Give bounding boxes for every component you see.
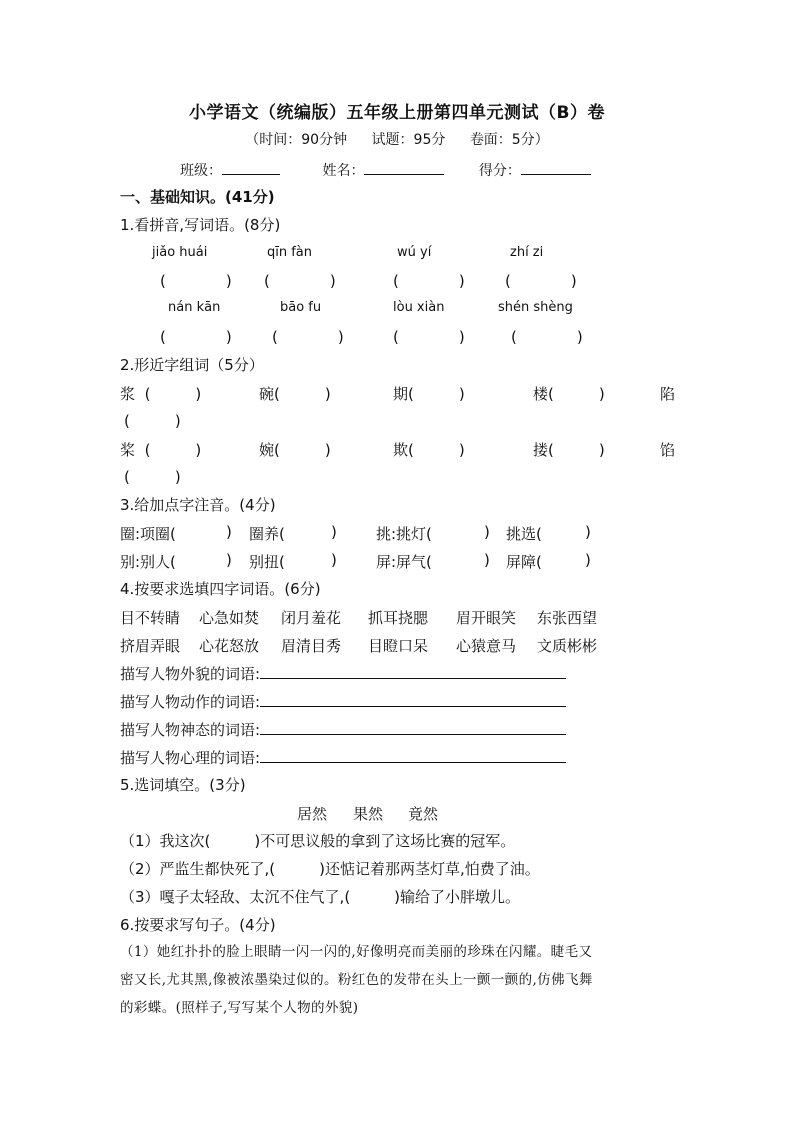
section-heading: 一、基础知识。(41分) [120, 188, 275, 206]
name-field[interactable] [364, 159, 444, 175]
idiom-word: 东张西望 [537, 609, 598, 627]
prompt-label: 描写人物心理的词语: [120, 749, 261, 767]
pinyin-item: lòu xiàn [393, 300, 445, 315]
answer-blank[interactable]: ( ) [548, 385, 605, 403]
char-item: 桨 [120, 441, 136, 459]
class-label: 班级： [180, 163, 222, 179]
passage-line: 的彩蝶。(照样子,写写某个人物的外貌) [120, 1000, 359, 1016]
class-field[interactable] [222, 159, 280, 175]
prompt-label: 描写人物外貌的词语: [120, 665, 261, 683]
pronunciation-item: 屏:屏气( [376, 553, 432, 571]
answer-line[interactable] [260, 663, 566, 679]
char-item: 搂 [533, 441, 549, 459]
pinyin-item: wú yí [397, 245, 432, 260]
passage-line: （1）她红扑扑的脸上眼睛一闪一闪的,好像明亮而美丽的珍珠在闪耀。睫毛又 [120, 944, 593, 960]
prompt-label: 描写人物神态的词语: [120, 721, 261, 739]
score-info: 试题：95分 [371, 132, 446, 148]
idiom-word: 挤眉弄眼 [120, 637, 181, 655]
pinyin-item: zhí zi [510, 245, 544, 260]
word-option: 果然 [353, 805, 384, 823]
sentence-text: )输给了小胖墩儿。 [394, 888, 521, 906]
answer-blank[interactable]: ( ) [505, 272, 577, 290]
sentence-2 [120, 859, 540, 879]
answer-blank[interactable]: ( ) [408, 441, 465, 459]
answer-blank[interactable]: ) [226, 523, 232, 541]
pinyin-item: qīn fàn [267, 245, 313, 260]
answer-blank[interactable]: ( ) [144, 385, 202, 403]
answer-blank[interactable]: ( ) [272, 328, 344, 346]
exam-meta [0, 129, 794, 149]
pronunciation-item: 别:别人( [120, 553, 176, 571]
time-info: （时间：90分钟 [245, 132, 348, 148]
page-title: 小学语文（统编版）五年级上册第四单元测试（B）卷 [189, 103, 605, 123]
answer-blank[interactable]: ) [585, 551, 591, 569]
sentence-text: )还惦记着那两茎灯草,怕费了油。 [319, 860, 540, 878]
q6-title: 6.按要求写句子。(4分) [120, 916, 276, 934]
answer-blank[interactable]: ) [226, 551, 232, 569]
student-info-row [180, 159, 591, 181]
score-field[interactable] [521, 159, 591, 175]
pronunciation-item: 圈养( [249, 525, 285, 543]
char-item: 欺 [393, 441, 409, 459]
q5-title: 5.选词填空。(3分) [120, 776, 246, 794]
char-item: 期 [393, 385, 409, 403]
answer-blank[interactable]: ( ) [274, 385, 331, 403]
word-option: 竟然 [408, 805, 439, 823]
answer-blank[interactable]: ( ) [264, 272, 336, 290]
idiom-word: 目瞪口呆 [368, 637, 429, 655]
sentence-text: )不可思议般的拿到了这场比赛的冠军。 [254, 832, 516, 850]
passage-line: 密又长,尤其黑,像被浓墨染过似的。粉红色的发带在头上一颤一颤的,仿佛飞舞 [120, 972, 593, 988]
pronunciation-item: 圈:项圈( [120, 525, 176, 543]
word-option: 居然 [297, 805, 328, 823]
answer-blank[interactable]: ( ) [548, 441, 605, 459]
q4-title: 4.按要求选填四字词语。(6分) [120, 580, 321, 598]
q3-title: 3.给加点字注音。(4分) [120, 496, 276, 514]
char-item: 馅 [660, 441, 676, 459]
pronunciation-item: 屏障( [506, 553, 542, 571]
pronunciation-item: 挑:挑灯( [376, 525, 432, 543]
pinyin-item: jiǎo huái [152, 245, 208, 260]
answer-blank[interactable]: ( ) [511, 328, 583, 346]
idiom-word: 文质彬彬 [537, 637, 598, 655]
answer-line[interactable] [260, 719, 566, 735]
idiom-word: 目不转睛 [120, 609, 181, 627]
answer-blank[interactable]: ( ) [144, 441, 202, 459]
q1-title: 1.看拼音,写词语。(8分) [120, 216, 281, 234]
prompt-label: 描写人物动作的词语: [120, 693, 261, 711]
answer-line[interactable] [260, 691, 566, 707]
sentence-text: （1）我这次( [120, 832, 211, 850]
idiom-word: 心急如焚 [199, 609, 260, 627]
char-item: 楼 [533, 385, 549, 403]
score-label: 得分： [478, 163, 521, 179]
idiom-word: 眉开眼笑 [456, 609, 517, 627]
example-passage [120, 938, 685, 1022]
sentence-3 [120, 887, 520, 907]
answer-blank[interactable]: ( ) [160, 328, 232, 346]
answer-blank[interactable]: ) [484, 551, 490, 569]
answer-blank[interactable]: ) [484, 523, 490, 541]
answer-blank[interactable]: ( ) [393, 272, 465, 290]
answer-blank[interactable]: ) [331, 551, 337, 569]
answer-blank[interactable]: ) [585, 523, 591, 541]
answer-blank[interactable]: ) [331, 523, 337, 541]
idiom-word: 心花怒放 [199, 637, 260, 655]
idiom-word: 心猿意马 [456, 637, 517, 655]
sentence-text: （2）严监生都快死了,( [120, 860, 276, 878]
answer-blank[interactable]: ( ) [274, 441, 331, 459]
sentence-text: （3）嘎子太轻敌、太沉不住气了,( [120, 888, 351, 906]
pinyin-item: bāo fu [280, 300, 322, 315]
sentence-1 [120, 831, 515, 851]
pinyin-item: shén shèng [498, 300, 573, 315]
pronunciation-item: 挑选( [506, 525, 542, 543]
pronunciation-item: 别扭( [249, 553, 285, 571]
answer-line[interactable] [260, 747, 566, 763]
char-item: 碗 [259, 385, 275, 403]
char-item: 浆 [120, 385, 136, 403]
q2-title: 2.形近字组词（5分） [120, 356, 264, 374]
char-item: 陷 [660, 385, 676, 403]
idiom-word: 闭月羞花 [281, 609, 342, 627]
idiom-word: 眉清目秀 [281, 637, 342, 655]
char-item: 婉 [259, 441, 275, 459]
answer-blank[interactable]: ( ) [124, 468, 181, 486]
answer-blank[interactable]: ( ) [408, 385, 465, 403]
answer-blank[interactable]: ( ) [124, 412, 181, 430]
idiom-word: 抓耳挠腮 [368, 609, 429, 627]
pinyin-item: nán kān [168, 300, 221, 315]
neatness-info: 卷面：5分） [469, 132, 549, 148]
answer-blank[interactable]: ( ) [160, 272, 232, 290]
name-label: 姓名： [322, 163, 365, 179]
answer-blank[interactable]: ( ) [393, 328, 465, 346]
